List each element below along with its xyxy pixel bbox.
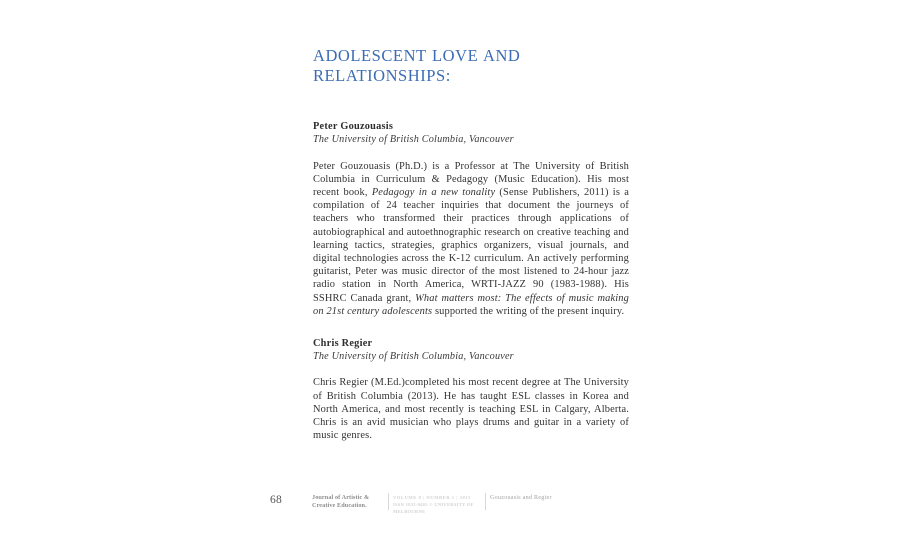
author-bio-paragraph: Chris Regier (M.Ed.)completed his most recent degree at The University of British Columbia (2013). He has taught ESL classes in Korea and North America, and most recently is teaching ESL in Calgary, Alberta. Chris is an avid musician who plays drums and guitar in a variety of music genres.	[313, 377, 629, 442]
bio-text-segment: Peter Gouzouasis (Ph.D.) is a Professor at The University of British Columbia in Curriculum & Pedagogy (Music Education). His most recent book,	[313, 160, 629, 198]
author-affiliation: The University of British Columbia, Vancouver	[313, 350, 514, 362]
author-affiliation: The University of British Columbia, Vancouver	[313, 134, 514, 145]
author-block-chris-regier	[313, 337, 629, 443]
page-footer	[270, 490, 630, 516]
running-head: Gouzouasis and Regier	[490, 495, 552, 501]
bio-text-segment: (Sense Publishers, 2011) is a compilation of 24 teacher inquiries that document the journeys of teachers who transformed their practices through applications of autobiographical and autoethnographic research on creative teaching and learning tactics, strategies, graphics organizers, visual journals, and digital technologies across the K-12 curriculum. An actively performing guitarist, Peter was music director of the most listened to 24-hour jazz radio station in North America, WRTI-JAZZ 90 (1983-1988). His SSHRC Canada grant,	[313, 186, 629, 304]
author-name: Chris Regier	[313, 337, 373, 349]
bio-grant-title: What matters most: The effects of music making on 21st century adolescents	[313, 292, 629, 317]
footer-divider-right	[485, 493, 486, 510]
page-title	[313, 46, 633, 85]
page-title-line-1: ADOLESCENT LOVE AND	[313, 46, 521, 66]
issue-info	[393, 490, 485, 516]
author-block-peter-gouzouasis	[313, 120, 629, 318]
journal-name	[312, 490, 388, 509]
issn-line: ISSN 1832-0465 © UNIVERSITY OF MELBOURNE	[393, 502, 474, 515]
author-bio-paragraph	[313, 160, 629, 318]
content-column	[313, 120, 629, 453]
footer-divider-left	[388, 493, 389, 510]
journal-name-line-2: Creative Education.	[312, 501, 367, 509]
page-title-line-2: RELATIONSHIPS:	[313, 65, 451, 85]
bio-text-segment: supported the writing of the present inquiry.	[432, 305, 625, 317]
page-number: 68	[270, 494, 283, 506]
issue-volume-line: VOLUME 9 | NUMBER 1 | 2015	[393, 495, 471, 500]
journal-name-line-1: Journal of Artistic &	[312, 494, 370, 501]
bio-book-title: Pedagogy in a new tonality	[371, 186, 496, 198]
author-name: Peter Gouzouasis	[313, 121, 394, 132]
